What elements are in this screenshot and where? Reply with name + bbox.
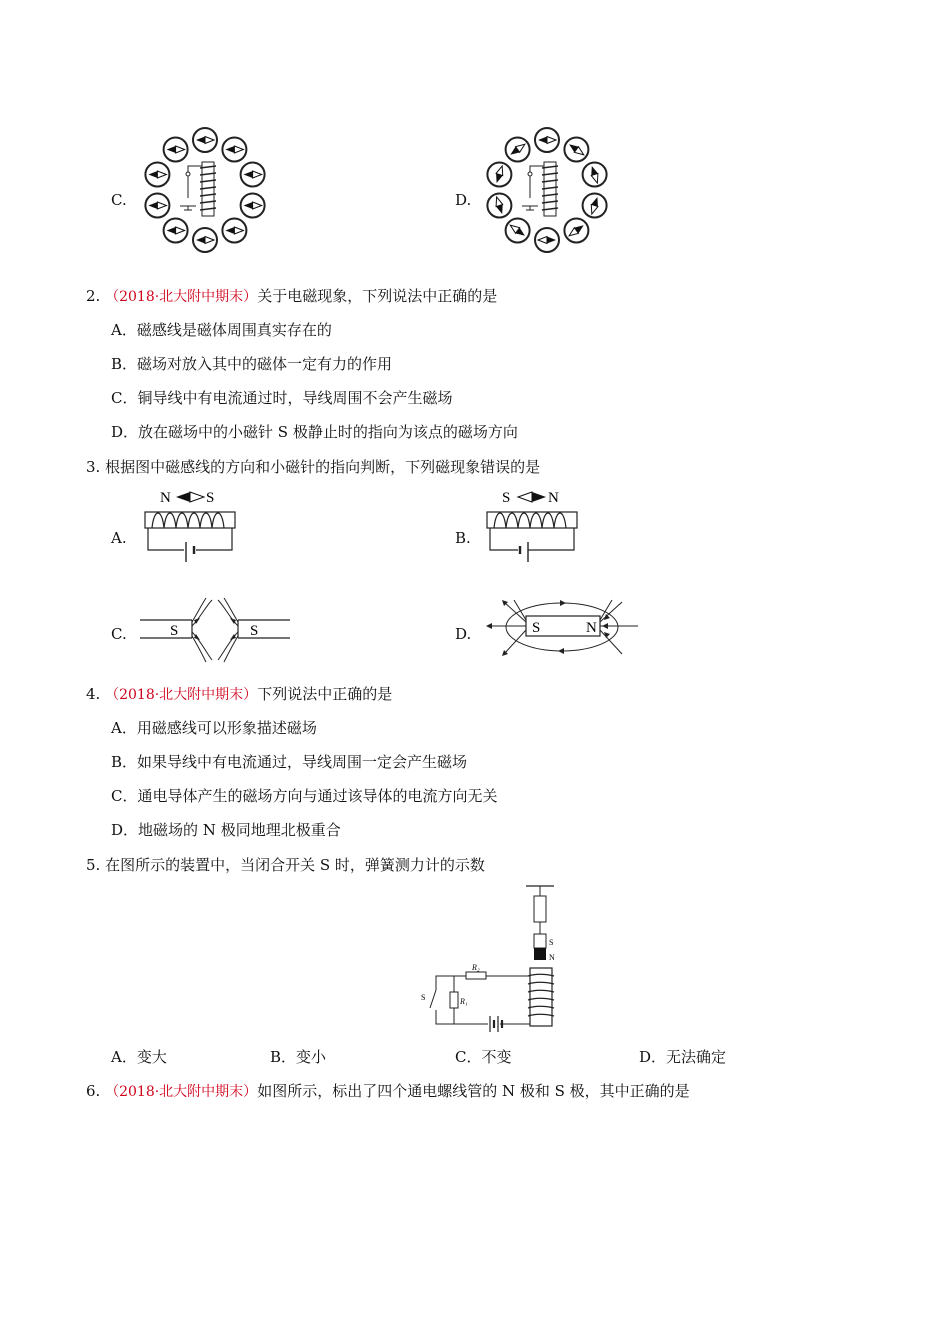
q5-fig-resistor-r1	[450, 992, 458, 1008]
q5-stem: 在图所示的装置中，当闭合开关 S 时，弹簧测力计的示数	[105, 856, 485, 874]
q1-fig-d-compass	[583, 163, 607, 187]
q4-stem: 下列说法中正确的是	[257, 685, 393, 703]
q4-number: 4.	[86, 685, 101, 703]
q1-option-c-label: C.	[111, 191, 127, 209]
q1-fig-c-compass	[241, 194, 265, 218]
q2-option-d: D．放在磁场中的小磁针 S 极静止时的指向为该点的磁场方向	[111, 423, 518, 441]
q1-fig-d-solenoid	[522, 162, 558, 216]
q2-option-c: C．铜导线中有电流通过时，导线周围不会产生磁场	[111, 389, 453, 407]
q6-source: （2018·北大附中期末）	[105, 1084, 258, 1100]
q1-fig-d-compass	[564, 138, 588, 162]
q3-stem: 根据图中磁感线的方向和小磁针的指向判断，下列磁现象错误的是	[105, 458, 541, 476]
q2-stem-line	[86, 286, 497, 307]
q5-fig-switch	[430, 990, 436, 1008]
q5-fig-solenoid	[530, 968, 552, 1026]
q3-figure-a	[140, 486, 240, 566]
q3-number: 3.	[86, 458, 101, 476]
q4-option-a: A．用磁感线可以形象描述磁场	[111, 719, 317, 737]
q1-fig-c-compass	[193, 128, 217, 152]
q3-fig-b-wire	[490, 528, 574, 550]
q1-fig-d-compass	[506, 138, 530, 162]
q3-label-c: C.	[111, 625, 127, 643]
q3-figure-d	[482, 594, 642, 660]
q4-option-b: B．如果导线中有电流通过，导线周围一定会产生磁场	[111, 753, 468, 771]
q6-stem-line	[86, 1081, 690, 1102]
q5-fig-magnet-bottom	[534, 948, 546, 960]
q3-fig-c-field-lines	[192, 598, 238, 662]
q3-fig-a-right-pole: S	[206, 490, 215, 506]
q1-fig-c-compass	[222, 219, 246, 243]
q1-fig-c-solenoid	[180, 162, 216, 216]
q2-source: （2018·北大附中期末）	[105, 289, 258, 305]
q1-fig-c-compass	[164, 138, 188, 162]
q3-fig-a-needle-north	[176, 492, 190, 502]
q3-fig-d-left-pole: S	[532, 620, 541, 636]
q2-stem: 关于电磁现象，下列说法中正确的是	[257, 287, 498, 305]
q1-fig-c-compass	[145, 194, 169, 218]
q5-fig-magnet-n-label: N	[549, 953, 555, 962]
q5-option-a: A．变大	[111, 1048, 167, 1066]
q5-fig-spring-scale	[534, 896, 546, 922]
q2-option-b: B．磁场对放入其中的磁体一定有力的作用	[111, 355, 393, 373]
q4-source: （2018·北大附中期末）	[105, 687, 258, 703]
q3-fig-a-coil	[152, 513, 224, 528]
q3-label-b: B.	[455, 529, 471, 547]
q3-fig-b-coil	[494, 513, 566, 528]
q1-fig-c-compass	[164, 219, 188, 243]
q5-stem-line	[86, 855, 485, 875]
q3-stem-line	[86, 457, 540, 477]
q3-fig-c-left-magnet	[140, 620, 192, 638]
q6-stem: 如图所示，标出了四个通电螺线管的 N 极和 S 极，其中正确的是	[257, 1082, 690, 1100]
q5-fig-r1-label: R₁	[460, 997, 468, 1006]
q3-fig-c-arrows	[194, 618, 236, 640]
q1-fig-d-compass	[535, 128, 559, 152]
q3-fig-a-left-pole: N	[160, 490, 171, 506]
q1-fig-d-compass	[535, 228, 559, 252]
q5-fig-magnet-top	[534, 934, 546, 948]
q3-fig-c-right-pole: S	[250, 623, 259, 639]
q1-option-d-label: D.	[455, 191, 472, 209]
q3-fig-b-needle-north	[532, 492, 546, 502]
q4-stem-line	[86, 684, 392, 705]
q4-option-c: C．通电导体产生的磁场方向与通过该导体的电流方向无关	[111, 787, 498, 805]
q1-fig-d-compass	[583, 194, 607, 218]
q3-fig-c-left-pole: S	[170, 623, 179, 639]
q1-fig-c-compass	[145, 163, 169, 187]
q3-fig-a-needle-south	[190, 492, 204, 502]
q1-fig-d-compass	[506, 219, 530, 243]
q3-fig-b-right-pole: N	[548, 490, 559, 506]
q5-option-d: D．无法确定	[639, 1048, 727, 1066]
q6-number: 6.	[86, 1082, 101, 1100]
q3-fig-b-left-pole: S	[502, 490, 511, 506]
q5-number: 5.	[86, 856, 101, 874]
q5-fig-r2-label: R₂	[472, 963, 480, 972]
q1-figure-d	[482, 126, 612, 254]
q3-fig-b-core	[487, 512, 577, 528]
q3-fig-c-right-magnet	[238, 620, 290, 638]
q5-option-b: B．变小	[270, 1048, 327, 1066]
q3-fig-a-wire	[148, 528, 232, 550]
q1-fig-c-compass	[193, 228, 217, 252]
q1-fig-d-compass	[487, 194, 511, 218]
q2-number: 2.	[86, 287, 101, 305]
q1-fig-c-compass	[241, 163, 265, 187]
q5-figure	[418, 884, 568, 1030]
q3-fig-d-right-pole: N	[586, 620, 597, 636]
q1-fig-d-compass	[487, 163, 511, 187]
q3-figure-c	[140, 596, 290, 664]
q5-fig-magnet-s-label: S	[549, 938, 554, 947]
q5-option-c: C．不变	[455, 1048, 512, 1066]
q5-fig-resistor-r2	[466, 972, 486, 979]
q3-label-a: A.	[111, 529, 127, 547]
q1-fig-d-compass	[564, 219, 588, 243]
q3-fig-b-needle-south	[518, 492, 532, 502]
q4-option-d: D．地磁场的 N 极同地理北极重合	[111, 821, 341, 839]
q3-label-d: D.	[455, 625, 472, 643]
q2-option-a: A．磁感线是磁体周围真实存在的	[111, 321, 332, 339]
q1-figure-c	[140, 126, 270, 254]
q1-fig-c-compass	[222, 138, 246, 162]
q5-fig-switch-label: S	[421, 993, 426, 1002]
q3-fig-a-core	[145, 512, 235, 528]
q3-figure-b	[482, 486, 582, 566]
